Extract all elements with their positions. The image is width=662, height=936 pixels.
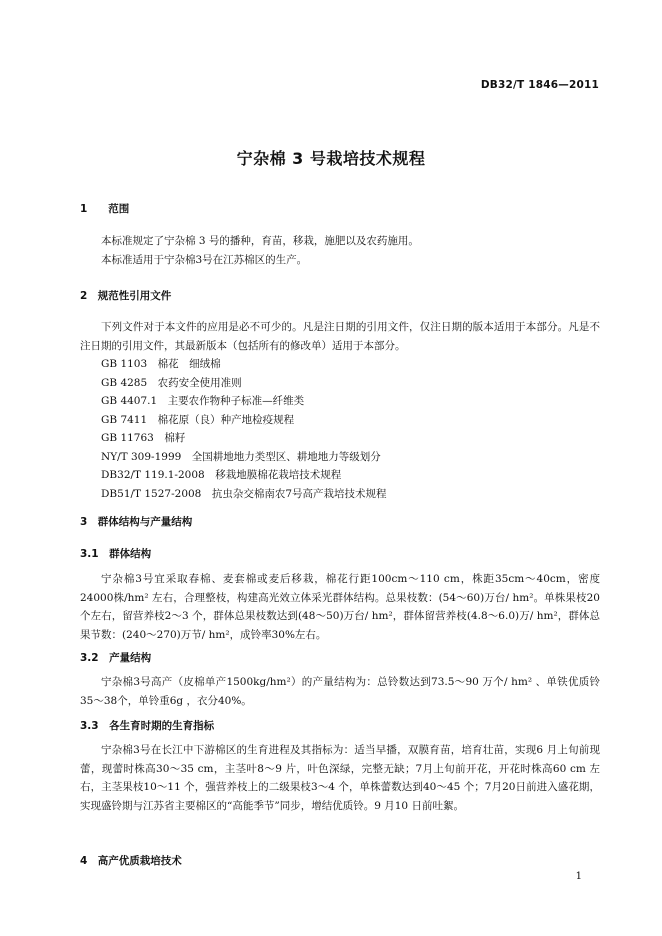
section-3-3-heading: 3.3 各生育时期的生育指标 [80,720,215,732]
section-3-1-body [80,570,600,644]
section-3-1-text: 宁杂棉3号宜采取春棉、麦套棉或麦后移栽，棉花行距100cm～110 cm，株距35cm～40cm，密度24000株/hm² 左右，合理整枝，构建高光效立体采光群体结构。总果枝数：(54～60)万台/ hm²。单株果枝20 个左右，留营养枝2～3 个，群体总果枝数达到(48～50)万台/ hm²，群体留营养枝(4.8～6.0)万/ hm²，群体总果节数：(240～270)万节/ hm²，成铃率30%左右。 [80,573,600,641]
reference-item: GB 4285 农药安全使用准则 [101,376,242,389]
section-1-para-1: 本标准规定了宁杂棉 3 号的播种，育苗，移栽，施肥以及农药施用。 [101,235,419,247]
section-3-2-body [80,673,600,710]
section-1-body [80,232,600,269]
section-3-3-body [80,741,600,815]
section-1-para-2: 本标准适用于宁杂棉3号在江苏棉区的生产。 [101,253,308,266]
section-3-2-text: 宁杂棉3号高产（皮棉单产1500kg/hm²）的产量结构为：总铃数达到73.5～90 万个/ hm² 、单铁优质铃35～38个，单铃重6g ，衣分40%。 [80,676,600,707]
section-2-intro-text: 下列文件对于本文件的应用是必不可少的。凡是注日期的引用文件，仅注日期的版本适用于本部分。凡是不注日期的引用文件，其最新版本（包括所有的修改单）适用于本部分。 [80,321,600,352]
document-title: 宁杂棉 3 号栽培技术规程 [236,149,426,168]
section-2-heading: 2 规范性引用文件 [80,290,172,302]
section-4-heading: 4 高产优质栽培技术 [80,855,182,867]
reference-item: NY/T 309-1999 全国耕地地力类型区、耕地地力等级划分 [101,450,381,463]
reference-item: GB 4407.1 主要农作物种子标准—纤维类 [101,395,305,407]
reference-list [101,355,387,503]
page-number: 1 [575,871,582,882]
section-3-2-heading: 3.2 产量结构 [80,652,152,664]
reference-item: DB32/T 119.1-2008 移栽地膜棉花栽培技术规程 [101,469,342,481]
section-1-heading: 1 范围 [80,203,130,215]
section-3-heading: 3 群体结构与产量结构 [80,516,193,528]
standard-code: DB32/T 1846—2011 [480,79,599,91]
reference-item: GB 1103 棉花 细绒棉 [101,358,221,370]
section-2-intro [80,318,600,355]
reference-item: DB51/T 1527-2008 抗虫杂交棉南农7号高产栽培技术规程 [101,487,387,500]
section-3-3-text: 宁杂棉3号在长江中下游棉区的生育进程及其指标为：适当早播，双膜育苗，培育壮苗，实现6 月上旬前现蕾，现蕾时株高30～35 cm，主茎叶8～9 片，叶色深绿，完整无缺；7月上旬前开花，开花时株高60 cm 左右，主茎果枝10～11 个，强营养枝上的二级果枝3～4 个，单株蕾数达到40～45 个；7月20日前进入盛花期，实现盛铃期与江苏省主要棉区的“高能季节”同步，增结优质铃。9 月10 日前吐絮。 [80,744,600,812]
section-3-1-heading: 3.1 群体结构 [80,548,152,560]
reference-item: GB 7411 棉花原（良）种产地检疫规程 [101,413,295,426]
reference-item: GB 11763 棉籽 [101,432,186,444]
